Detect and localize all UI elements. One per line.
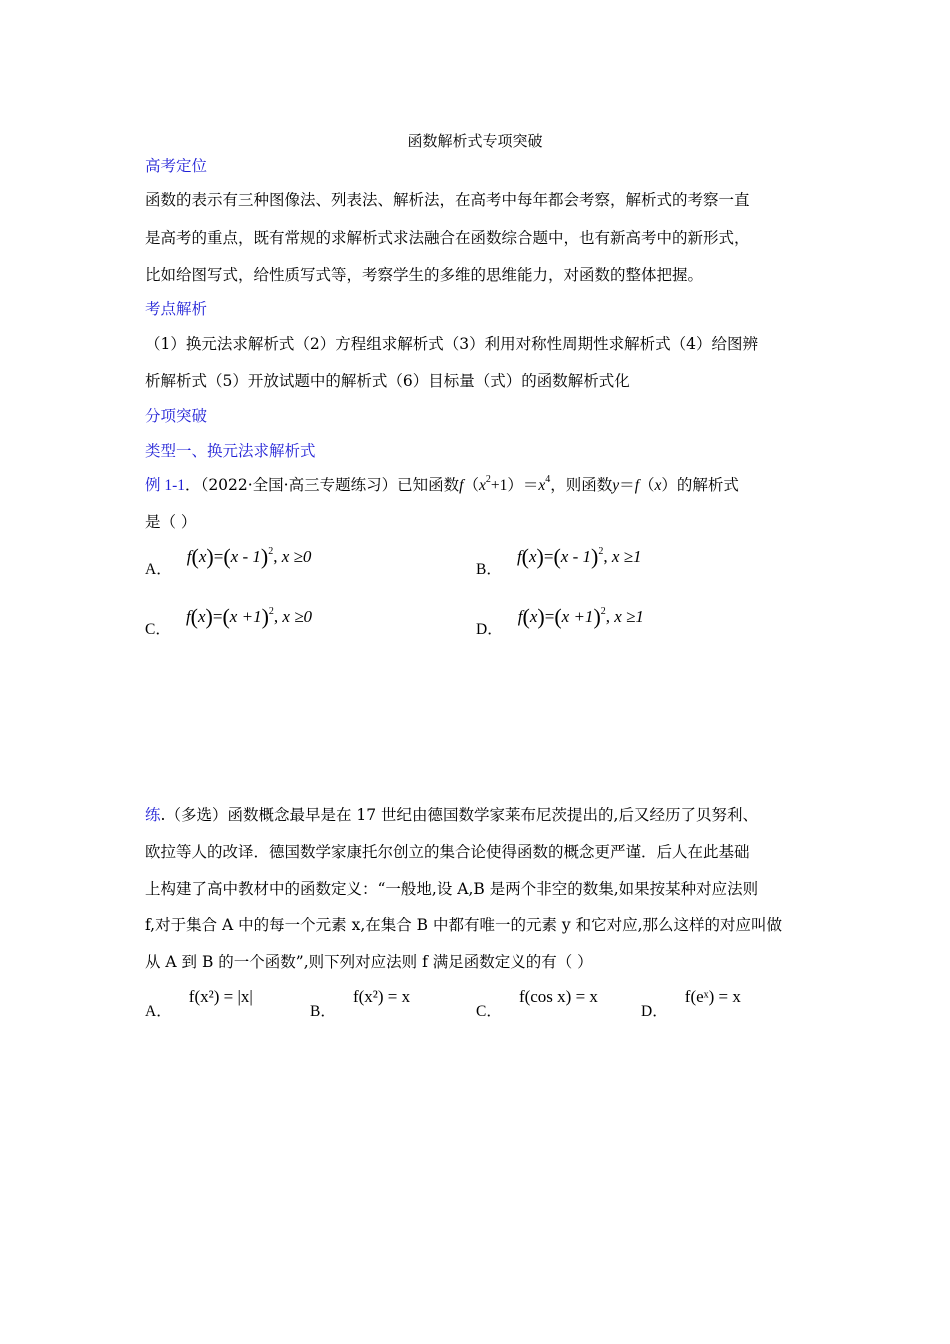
practice-option-c-formula: f(cos x) = x	[518, 987, 598, 1006]
option-d-formula: $f(x)=(x +1)^2$, x ≥1	[517, 604, 644, 629]
example-option-a[interactable]	[145, 544, 312, 578]
practice-option-a[interactable]	[145, 985, 253, 1020]
example-arg-close: ）	[507, 476, 523, 494]
option-d-inner: x +1	[561, 607, 594, 626]
breakthrough-heading: 分项突破	[145, 407, 208, 425]
option-d-label: D．	[476, 621, 503, 638]
example-x2: x	[654, 477, 662, 494]
example-paren-close: ）	[661, 476, 677, 494]
practice-line-4: f,对于集合 A 中的每一个元素 x,在集合 B 中都有唯一的元素 y 和它对应,那么这样的对应叫做	[145, 916, 783, 934]
practice-option-a-label: A．	[145, 1003, 172, 1020]
example-source: （2022·全国·高三专题练习）已知函数	[200, 476, 460, 494]
practice-option-d[interactable]	[641, 985, 741, 1020]
positioning-line-1: 函数的表示有三种图像法、列表法、解析法，在高考中每年都会考察，解析式的考察一直	[145, 191, 750, 209]
practice-option-b[interactable]	[310, 985, 411, 1020]
practice-label: 练	[145, 806, 161, 824]
option-a-inner: x - 1	[230, 547, 261, 566]
example-y: y	[612, 477, 620, 494]
practice-option-c[interactable]	[476, 985, 598, 1020]
option-d-cond: x ≥1	[614, 607, 644, 626]
practice-line-5: 从 A 到 B 的一个函数”,则下列对应法则 f 满足函数定义的有（ ）	[145, 953, 593, 971]
practice-option-b-formula: f(x²) = x	[352, 987, 411, 1006]
practice-option-b-label: B．	[310, 1003, 336, 1020]
example-x4: x	[538, 477, 546, 494]
option-c-inner: x +1	[229, 607, 262, 626]
option-a-label: A．	[145, 561, 172, 578]
option-b-inner: x - 1	[560, 547, 592, 566]
practice-line-2: 欧拉等人的改译．德国数学家康托尔创立的集合论使得函数的概念更严谨．后人在此基础	[145, 843, 750, 861]
example-question-line-2: 是（ ）	[145, 513, 197, 531]
example-tail: 的解析式	[676, 476, 739, 494]
positioning-line-2: 是高考的重点，既有常规的求解析式求法融合在函数综合题中，也有新高考中的新形式，	[145, 229, 750, 247]
practice-option-d-formula: f(eˣ) = x	[684, 987, 741, 1006]
option-b-label: B．	[476, 561, 502, 578]
example-label: 例 1-1	[145, 477, 186, 494]
type1-heading: 类型一、换元法求解析式	[145, 442, 316, 460]
example-square: 2	[485, 474, 491, 485]
option-b-cond: x ≥1	[611, 547, 642, 566]
option-c-label: C．	[145, 621, 171, 638]
example-fourth: 4	[545, 474, 551, 485]
example-option-b[interactable]	[476, 544, 642, 578]
practice-line-3: 上构建了高中教材中的函数定义：“一般地,设 A,B 是两个非空的数集,如果按某种对应法则	[145, 880, 759, 898]
example-f: f	[459, 477, 464, 494]
option-a-formula: f(x)=(x - 1)$^2$, x ≥0	[186, 544, 312, 569]
example-eq: ＝	[522, 476, 539, 494]
analysis-line-2: 析解析式（5）开放试题中的解析式（6）目标量（式）的函数解析式化	[145, 372, 630, 390]
example-question-line-1	[145, 473, 739, 495]
example-option-d[interactable]	[476, 604, 644, 638]
example-x: x	[478, 477, 486, 494]
practice-option-a-formula: f(x²) = |x|	[188, 987, 253, 1006]
positioning-heading: 高考定位	[145, 157, 208, 175]
example-option-c[interactable]	[145, 604, 313, 638]
practice-option-d-label: D．	[641, 1003, 668, 1020]
example-paren-open: （	[639, 476, 655, 494]
example-plus-one: +1	[490, 477, 508, 494]
option-c-formula: $f(x)=(x +1)^2$, x ≥0	[185, 604, 313, 629]
option-a-cond: x ≥0	[281, 547, 312, 566]
example-mid: ，则函数	[550, 476, 613, 494]
positioning-line-3: 比如给图写式，给性质写式等，考察学生的多维的思维能力，对函数的整体把握。	[145, 266, 704, 284]
page-title: 函数解析式专项突破	[407, 132, 543, 150]
example-dot: ．	[185, 476, 201, 494]
example-arg-open: （	[463, 476, 479, 494]
option-c-cond: x ≥0	[282, 607, 313, 626]
practice-option-c-label: C．	[476, 1003, 502, 1020]
example-eq2: ＝	[619, 476, 635, 494]
option-b-formula: f(x)=(x - 1)$^2$, x ≥1	[516, 544, 642, 569]
analysis-line-1: （1）换元法求解析式（2）方程组求解析式（3）利用对称性周期性求解析式（4）给图辨	[145, 335, 758, 353]
practice-line-1	[145, 803, 758, 825]
example-f2: f	[634, 477, 639, 494]
analysis-heading: 考点解析	[145, 300, 208, 318]
practice-line-1-rest: .（多选）函数概念最早是在 17 世纪由德国数学家莱布尼茨提出的,后又经历了贝努利、	[160, 806, 758, 824]
